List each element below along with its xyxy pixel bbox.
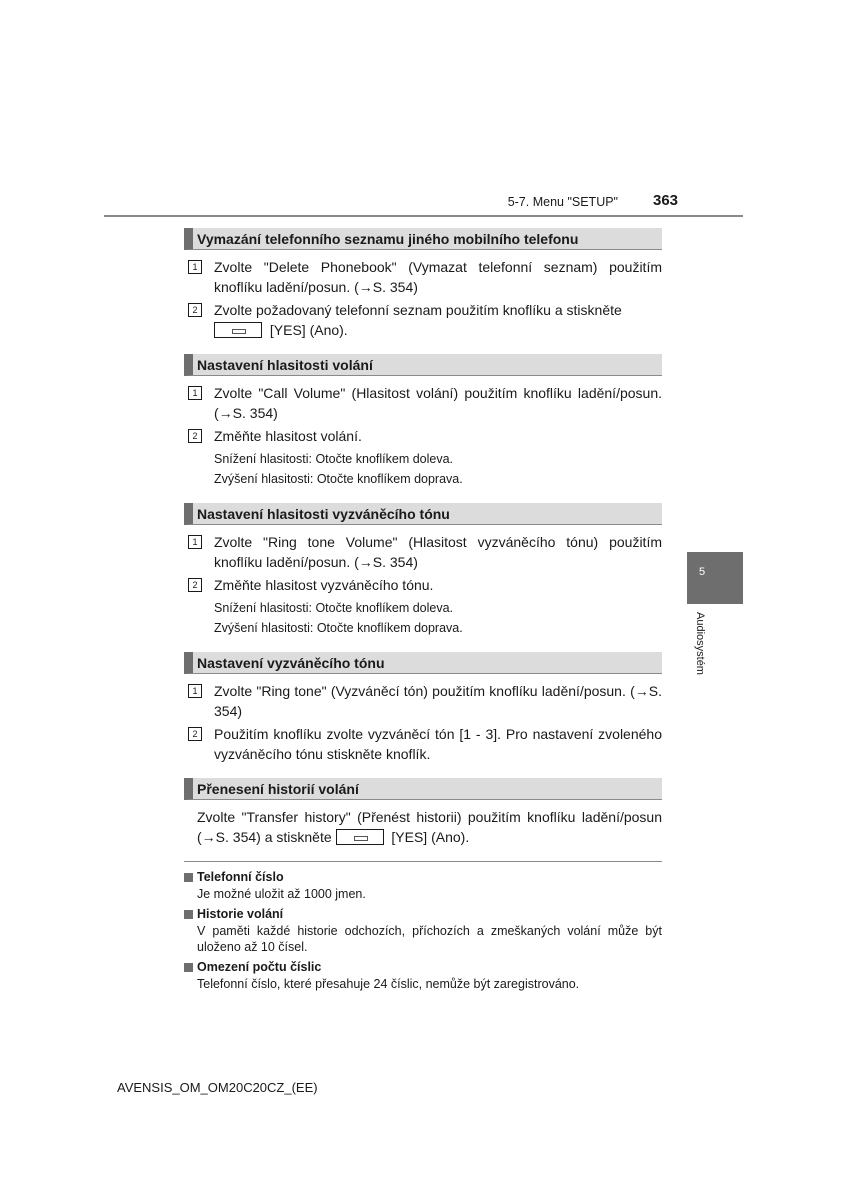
- step-text: Použitím knoflíku zvolte vyzváněcí tón [1 - 3]. Pro nastavení zvoleného vyzváněcího tónu stiskněte knoflík.: [214, 726, 662, 762]
- step-item: [184, 724, 662, 764]
- info-block-call-history: [184, 905, 662, 955]
- step-number: 2: [188, 578, 202, 592]
- step-text: Změňte hlasitost volání.: [214, 428, 362, 444]
- step-item: [184, 532, 662, 572]
- text-after: [YES] (Ano).: [391, 829, 470, 845]
- section-transfer-history: [184, 778, 662, 847]
- step-number: 1: [188, 684, 202, 698]
- info-title-row: [184, 905, 662, 923]
- step-text: Změňte hlasitost vyzváněcího tónu.: [214, 577, 434, 593]
- step-text-after: [YES] (Ano).: [269, 322, 348, 338]
- info-title: Omezení počtu číslic: [197, 960, 322, 974]
- enter-button-icon: [336, 829, 384, 845]
- step-item: [184, 257, 662, 297]
- section-title: Nastavení vyzváněcího tónu: [184, 652, 662, 674]
- step-item: [184, 681, 662, 721]
- info-block-digit-limit: [184, 958, 662, 992]
- info-title-row: [184, 958, 662, 976]
- note-text: Zvýšení hlasitosti: Otočte knoflíkem doprava.: [214, 621, 463, 635]
- bullet-square-icon: [184, 963, 193, 972]
- note-text: Snížení hlasitosti: Otočte knoflíkem doleva.: [214, 601, 454, 615]
- note-text: Zvýšení hlasitosti: Otočte knoflíkem doprava.: [214, 472, 463, 486]
- page-number: 363: [653, 192, 679, 209]
- section-title: Vymazání telefonního seznamu jiného mobilního telefonu: [184, 228, 662, 250]
- step-text: Zvolte "Call Volume" (Hlasitost volání) použitím knoflíku ladění/posun. (→S. 354): [214, 385, 662, 421]
- section-delete-phonebook: [184, 228, 662, 340]
- step-item: [184, 575, 662, 595]
- step-item: [184, 426, 662, 446]
- chapter-number: 5: [698, 566, 706, 578]
- note-text: Snížení hlasitosti: Otočte knoflíkem doleva.: [214, 452, 454, 466]
- section-title: Nastavení hlasitosti vyzváněcího tónu: [184, 503, 662, 525]
- section-ringtone: [184, 652, 662, 764]
- footer-code: AVENSIS_OM_OM20C20CZ_(EE): [117, 1080, 318, 1095]
- chapter-tab: [687, 552, 743, 604]
- step-number: 2: [188, 727, 202, 741]
- info-text: Telefonní číslo, které přesahuje 24 číslic, nemůže být zaregistrováno.: [197, 977, 580, 991]
- header-section-title: 5-7. Menu "SETUP": [507, 195, 618, 209]
- info-text: V paměti každé historie odchozích, příchozích a zmeškaných volání může být uloženo až 10 čísel.: [197, 924, 662, 954]
- step-text-before: Zvolte požadovaný telefonní seznam použitím knoflíku a stiskněte: [214, 302, 622, 318]
- bullet-square-icon: [184, 910, 193, 919]
- chapter-label: Audiosystém: [694, 612, 706, 675]
- section-title: Nastavení hlasitosti volání: [184, 354, 662, 376]
- info-divider: [184, 861, 662, 862]
- section-ringtone-volume: [184, 503, 662, 638]
- bullet-square-icon: [184, 873, 193, 882]
- step-number: 1: [188, 260, 202, 274]
- step-number: 2: [188, 429, 202, 443]
- info-text: Je možné uložit až 1000 jmen.: [197, 887, 366, 901]
- step-item: [184, 300, 662, 340]
- step-number: 1: [188, 386, 202, 400]
- section-title: Přenesení historií volání: [184, 778, 662, 800]
- step-number: 2: [188, 303, 202, 317]
- main-content: [184, 228, 662, 995]
- section-text: [184, 807, 662, 847]
- info-title-row: [184, 868, 662, 886]
- section-call-volume: [184, 354, 662, 489]
- header-divider: [104, 215, 743, 217]
- enter-button-icon: [214, 322, 262, 338]
- info-block-phone-number: [184, 868, 662, 902]
- step-text: [214, 300, 662, 340]
- info-title: Telefonní číslo: [197, 870, 284, 884]
- info-title: Historie volání: [197, 907, 284, 921]
- step-item: [184, 383, 662, 423]
- step-number: 1: [188, 535, 202, 549]
- step-text: Zvolte "Delete Phonebook" (Vymazat telefonní seznam) použitím knoflíku ladění/posun. (→S. 354): [214, 259, 662, 295]
- step-text: Zvolte "Ring tone Volume" (Hlasitost vyzváněcího tónu) použitím knoflíku ladění/posun. (→S. 354): [214, 534, 662, 570]
- step-text: Zvolte "Ring tone" (Vyzváněcí tón) použitím knoflíku ladění/posun. (→S. 354): [214, 683, 662, 719]
- text-before: Zvolte "Transfer history" (Přenést historii) použitím knoflíku ladění/posun (→S. 354) a stiskněte: [197, 809, 662, 845]
